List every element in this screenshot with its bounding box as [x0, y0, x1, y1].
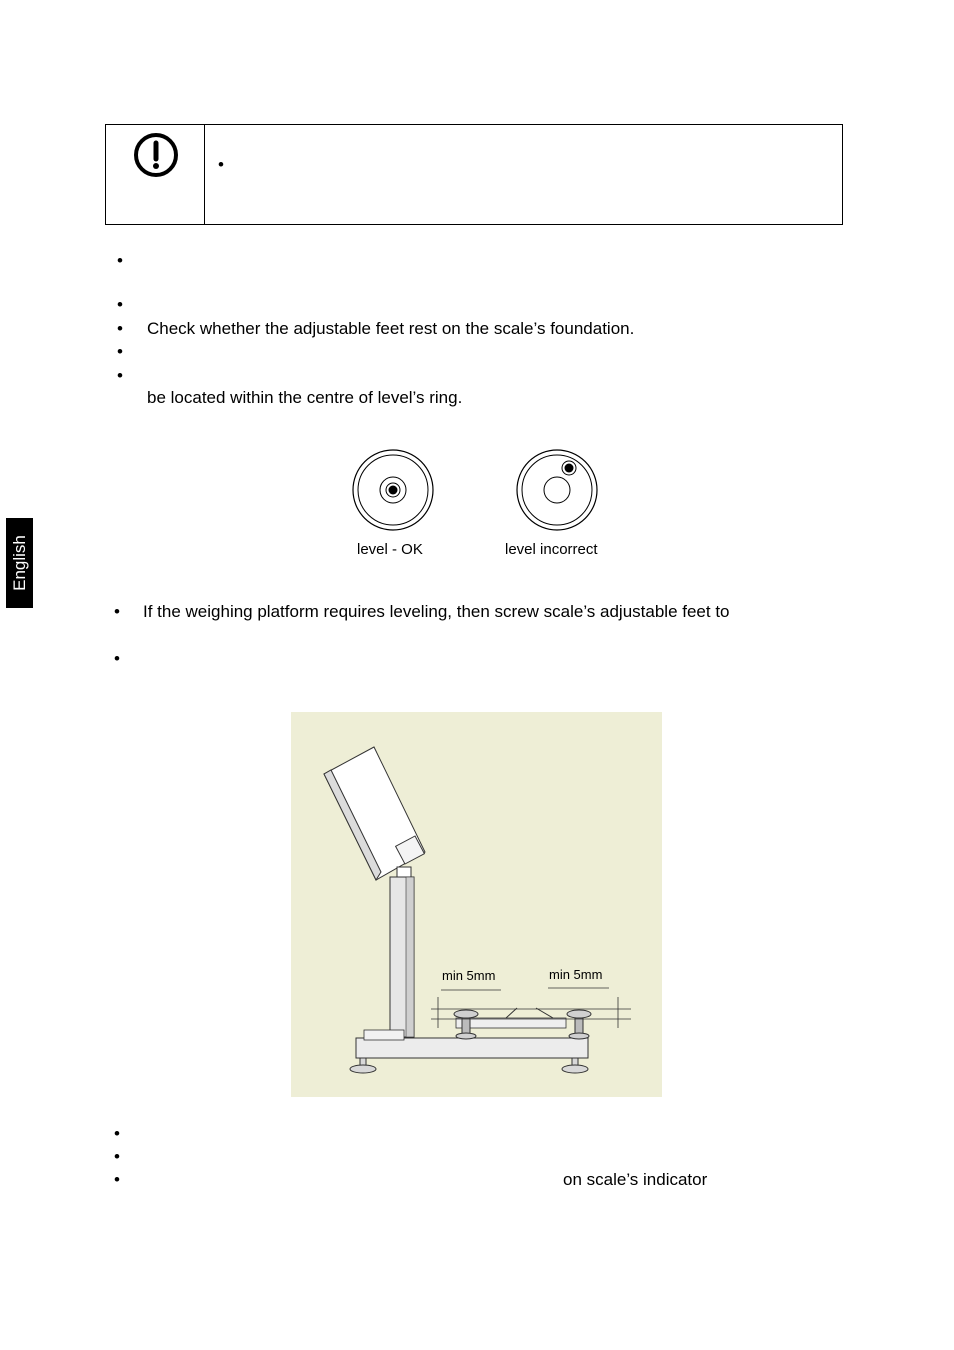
level-incorrect-label: level incorrect: [505, 541, 598, 558]
adjustable-feet-text: Check whether the adjustable feet rest on the scale’s foundation.: [147, 319, 635, 338]
bullet: •: [117, 319, 123, 338]
notice-divider: [204, 125, 205, 224]
bullet: •: [117, 342, 123, 361]
right-dimension-label: min 5mm: [549, 967, 603, 982]
notice-bullet: •: [218, 155, 224, 174]
bullet: •: [114, 1147, 120, 1166]
bullet: •: [114, 602, 120, 621]
scale-leveling-figure: [291, 712, 662, 1097]
bullet: •: [114, 649, 120, 668]
left-dimension-label: min 5mm: [442, 968, 496, 983]
scale-drawing: [291, 712, 662, 1097]
level-ring-text: be located within the centre of level’s ring.: [147, 388, 463, 407]
level-bubble-diagrams: [345, 445, 615, 540]
bullet: •: [114, 1124, 120, 1143]
bullet: •: [117, 251, 123, 270]
notice-box: [105, 124, 843, 225]
level-figure: [345, 445, 615, 565]
bullet: •: [114, 1170, 120, 1189]
bullet: •: [117, 366, 123, 385]
exclamation-circle-icon: [131, 130, 181, 180]
indicator-text: on scale’s indicator: [563, 1170, 708, 1189]
level-ok-label: level - OK: [357, 541, 423, 558]
language-tab: [6, 518, 33, 608]
leveling-text: If the weighing platform requires leveling, then screw scale’s adjustable feet to: [143, 602, 730, 621]
bullet: •: [117, 295, 123, 314]
language-tab-label: English: [9, 535, 29, 591]
